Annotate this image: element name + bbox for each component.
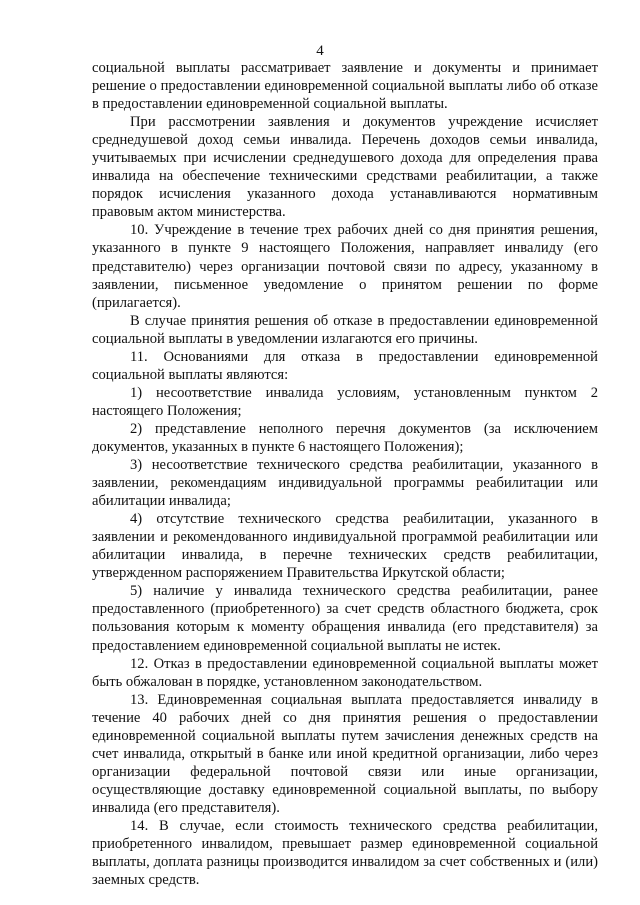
paragraph-14-surcharge: 14. В случае, если стоимость технического средства реабилитации, приобретенного инвалидом, превышает размер единовременной социальной выплаты, доплата разницы производится инвалидом за счет собственных и (или) заемных средств. (92, 817, 598, 889)
paragraph-income-calculation: При рассмотрении заявления и документов учреждение исчисляет среднедушевой доход семьи инвалида. Перечень доходов семьи инвалида, учитываемых при исчислении среднедушевого дохода для определения права инвалида на обеспечение техническими средствами реабилитации, а также порядок исчисления указанного дохода устанавливаются нормативным правовым актом министерства. (92, 114, 598, 221)
list-item-1: 1) несоответствие инвалида условиям, установленным пунктом 2 настоящего Положения; (92, 384, 598, 419)
paragraph-11-grounds: 11. Основаниями для отказа в предоставлении единовременной социальной выплаты являются: (92, 348, 598, 383)
paragraph-10-notification: 10. Учреждение в течение трех рабочих дней со дня принятия решения, указанного в пункте 9 настоящего Положения, направляет инвалиду (его представителю) через организации почтовой связи по адресу, указанному в заявлении, письменное уведомление о принятом решении по форме (прилагается). (92, 222, 598, 311)
document-body (92, 59, 598, 889)
list-item-2: 2) представление неполного перечня документов (за исключением документов, указанных в пункте 6 настоящего Положения); (92, 420, 598, 455)
paragraph-refusal-reasons: В случае принятия решения об отказе в предоставлении единовременной социальной выплаты в уведомлении излагаются его причины. (92, 312, 598, 347)
list-item-5: 5) наличие у инвалида технического средства реабилитации, ранее предоставленного (приобретенного) за счет средств областного бюджета, срок пользования которым к моменту обращения инвалида (его представителя) за предоставлением единовременной социальной выплаты не истек. (92, 583, 598, 654)
page-number: 4 (316, 43, 324, 59)
paragraph-continuation: социальной выплаты рассматривает заявление и документы и принимает решение о предоставлении единовременной социальной выплаты либо об отказе в предоставлении единовременной социальной выплаты. (92, 60, 598, 113)
paragraph-12-appeal: 12. Отказ в предоставлении единовременной социальной выплаты может быть обжалован в порядке, установленном законодательством. (92, 655, 598, 690)
list-item-4: 4) отсутствие технического средства реабилитации, указанного в заявлении и рекомендованного индивидуальной программой реабилитации или абилитации инвалида, в перечне технических средств реабилитации, утвержденном распоряжением Правительства Иркутской области; (92, 511, 598, 582)
paragraph-13-payment: 13. Единовременная социальная выплата предоставляется инвалиду в течение 40 рабочих дней со дня принятия решения о предоставлении единовременной социальной выплаты путем зачисления денежных средств на счет инвалида, открытый в банке или иной кредитной организации, либо через организации федеральной почтовой связи или иные организации, осуществляющие доставку единовременной социальной выплаты, по выбору инвалида (его представителя). (92, 691, 598, 816)
list-item-3: 3) несоответствие технического средства реабилитации, указанного в заявлении, рекомендациям индивидуальной программы реабилитации или абилитации инвалида; (92, 457, 598, 510)
